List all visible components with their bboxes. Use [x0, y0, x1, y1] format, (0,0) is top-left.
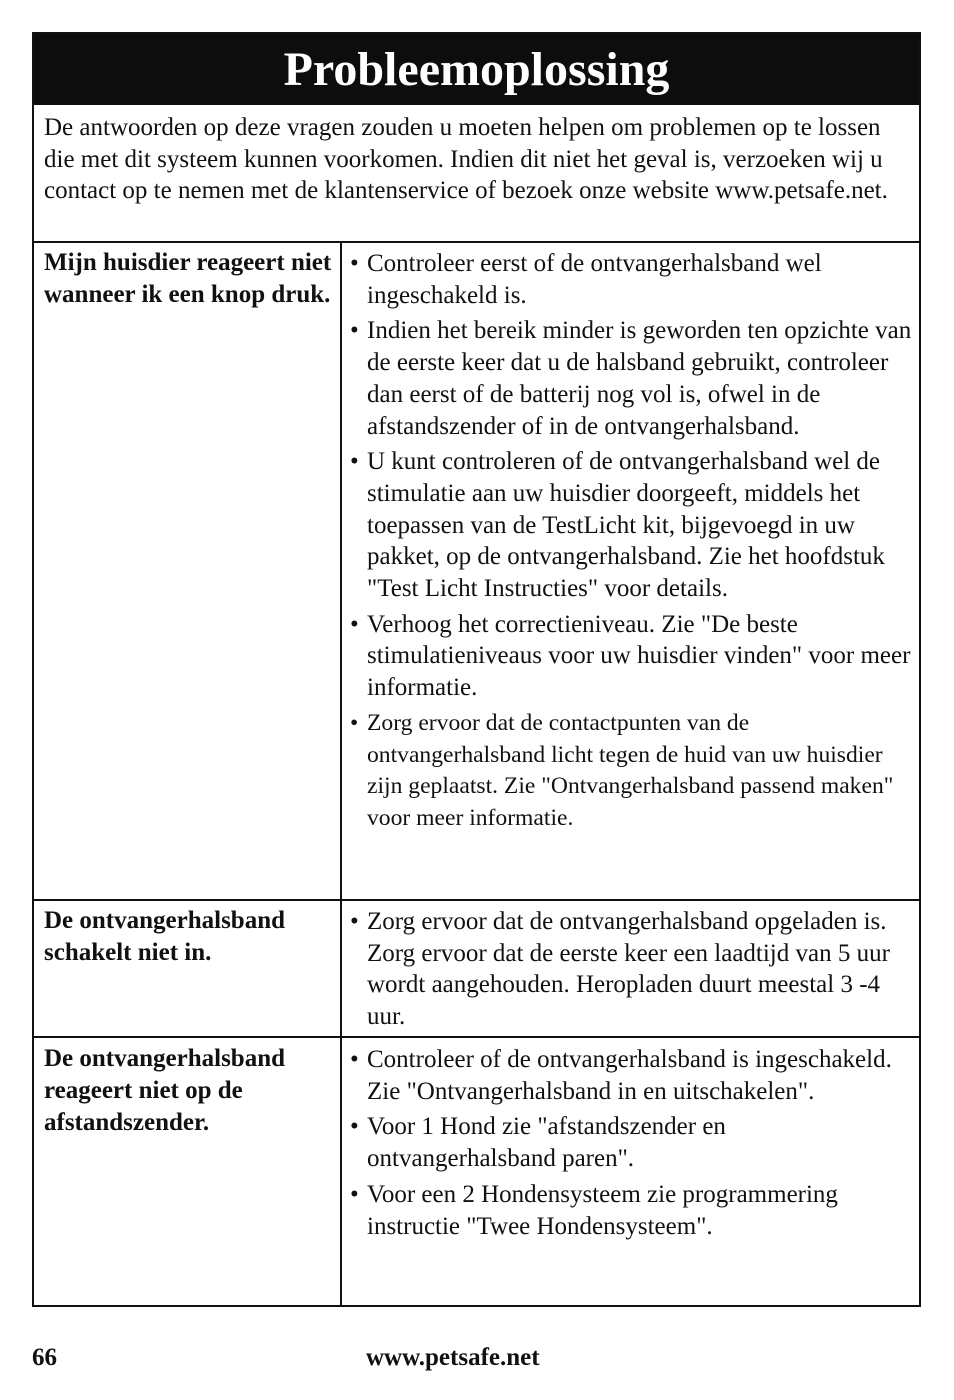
column-divider	[340, 241, 342, 1307]
solution-list	[350, 906, 916, 1037]
solution-list	[350, 1044, 916, 1246]
solution-item: • U kunt controleren of de ontvangerhalsband wel de stimulatie aan uw huisdier doorgeeft, middels het toepassen van de TestLicht kit, bijgevoegd in uw pakket, op de ontvangerhalsband. Zie het hoofdstuk "Test Licht Instructies" voor details.	[350, 446, 916, 605]
divider	[34, 241, 919, 243]
footer-website: www.petsafe.net	[366, 1344, 540, 1371]
solution-item: • Controleer of de ontvangerhalsband is ingeschakeld. Zie "Ontvangerhalsband in en uitschakelen".	[350, 1044, 916, 1107]
intro-paragraph: De antwoorden op deze vragen zouden u moeten helpen om problemen op te lossen die met dit systeem kunnen voorkomen. Indien dit niet het geval is, verzoeken wij u contact op te nemen met de klantenservice of bezoek onze website www.petsafe.net.	[44, 114, 888, 205]
troubleshooting-table	[32, 32, 921, 1307]
solution-item: • Zorg ervoor dat de ontvangerhalsband opgeladen is. Zorg ervoor dat de eerste keer een laadtijd van 5 uur wordt aangehouden. Heropladen duurt meestal 3 -4 uur.	[350, 906, 916, 1033]
solution-item: • Indien het bereik minder is geworden ten opzichte van de eerste keer dat u de halsband gebruikt, controleer dan eerst of de batterij nog vol is, ofwel in de afstandszender of in de ontvangerhalsband.	[350, 315, 916, 442]
problem-label: De ontvangerhalsband reageert niet op de afstandszender.	[44, 1045, 286, 1136]
solution-item: • Voor een 2 Hondensysteem zie programmering instructie "Twee Hondensysteem".	[350, 1179, 916, 1242]
divider	[34, 1036, 919, 1038]
page-number: 66	[32, 1344, 57, 1371]
divider	[34, 899, 919, 901]
solution-list	[350, 248, 916, 839]
page-title: Probleemoplossing	[34, 34, 919, 105]
problem-label: Mijn huisdier reageert niet wanneer ik een knop druk.	[44, 249, 332, 308]
problem-label: De ontvangerhalsband schakelt niet in.	[44, 907, 286, 966]
solution-item: • Voor 1 Hond zie "afstandszender en ontvangerhalsband paren".	[350, 1111, 916, 1174]
solution-item: • Verhoog het correctieniveau. Zie "De beste stimulatieniveaus voor uw huisdier vinden" voor meer informatie.	[350, 609, 916, 704]
solution-item: • Controleer eerst of de ontvangerhalsband wel ingeschakeld is.	[350, 248, 916, 311]
solution-item: • Zorg ervoor dat de contactpunten van de ontvangerhalsband licht tegen de huid van uw huisdier zijn geplaatst. Zie "Ontvangerhalsband passend maken" voor meer informatie.	[350, 708, 916, 835]
